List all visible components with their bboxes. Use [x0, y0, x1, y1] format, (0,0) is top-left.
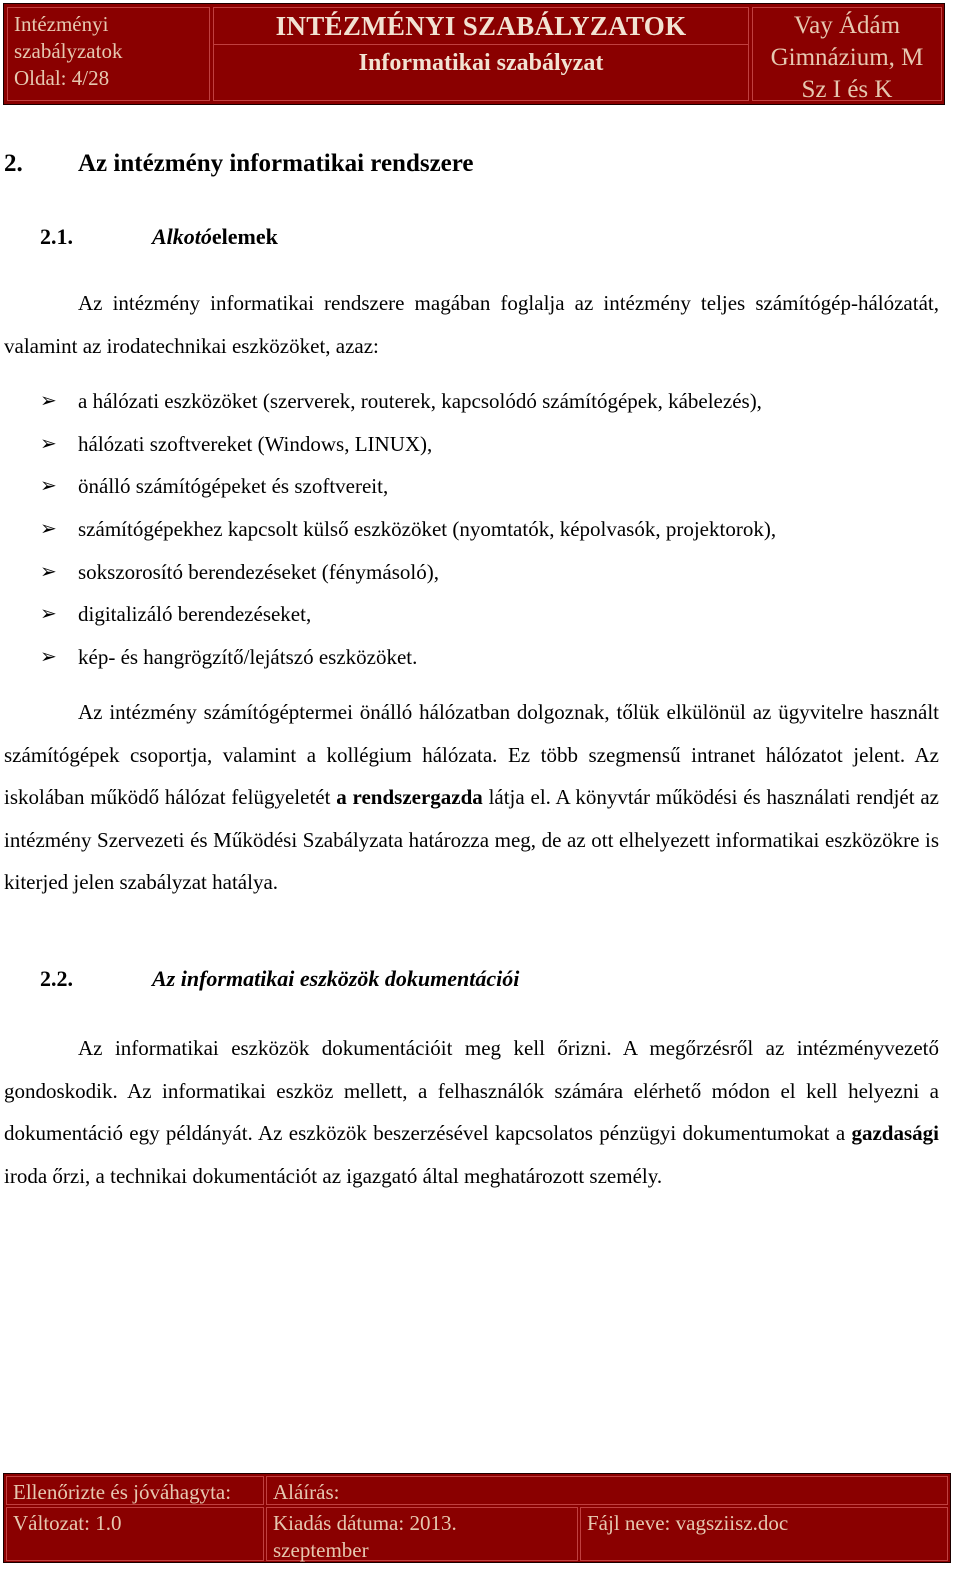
header-institution — [752, 7, 942, 101]
section-title: Az intézmény informatikai rendszere — [78, 150, 474, 177]
header-page-number: Oldal: 4/28 — [14, 66, 110, 90]
page-footer — [3, 1473, 951, 1563]
list-item: ➢ digitalizáló berendezéseket, — [4, 593, 776, 636]
arrowhead-bullet-icon: ➢ — [40, 432, 57, 455]
page-header — [3, 3, 945, 105]
header-title: INTÉZMÉNYI SZABÁLYZATOK — [214, 8, 748, 45]
header-institution-3: Sz I és K — [801, 76, 893, 103]
arrowhead-bullet-icon: ➢ — [40, 518, 57, 541]
arrowhead-bullet-icon: ➢ — [40, 560, 57, 583]
footer-filename: Fájl neve: vagsziisz.doc — [580, 1507, 948, 1561]
header-doc-type: Intézményi — [14, 12, 109, 36]
header-institution-1: Vay Ádám — [793, 12, 901, 39]
subsection-number: 2.1. — [40, 224, 73, 249]
subsection-number: 2.2. — [40, 966, 73, 991]
list-item: ➢ a hálózati eszközöket (szerverek, routerek, kapcsolódó számítógépek, kábelezés), — [4, 380, 776, 423]
subsection-heading-2-2 — [40, 966, 519, 992]
arrowhead-bullet-icon: ➢ — [40, 603, 57, 626]
header-doc-type-2: szabályzatok — [14, 39, 123, 63]
subsection-heading-2-1 — [40, 224, 278, 250]
footer-signature: Aláírás: — [266, 1476, 948, 1505]
footer-version: Változat: 1.0 — [6, 1507, 264, 1561]
list-item: ➢ hálózati szoftvereket (Windows, LINUX), — [4, 423, 776, 466]
documentation-paragraph: Az informatikai eszközök dokumentációit meg kell őrizni. A megőrzésről az intézményvezető gondoskodik. Az informatikai eszköz mellett, a felhasználók számára elérhető módon el kell helyezni a dokumentáció egy példányát. Az eszközök beszerzésével kapcsolatos pénzügyi dokumentumokat a gazdasági iroda őrzi, a technikai dokumentációt az igazgató által meghatározott személy. — [4, 1036, 939, 1188]
arrowhead-bullet-icon: ➢ — [40, 475, 57, 498]
footer-issue-date: Kiadás dátuma: 2013. szeptember — [266, 1507, 578, 1561]
header-subtitle: Informatikai szabályzat — [358, 50, 604, 76]
list-item: ➢ sokszorosító berendezéseket (fénymásoló), — [4, 551, 776, 594]
arrowhead-bullet-icon: ➢ — [40, 646, 57, 669]
footer-approved: Ellenőrizte és jóváhagyta: — [6, 1476, 264, 1505]
network-paragraph: Az intézmény számítógéptermei önálló hálózatban dolgoznak, tőlük elkülönül az ügyvitelre használt számítógépek csoportja, valamint a kollégium hálózata. Ez több szegmensű intranet hálózatot jelent. Az iskolában működő hálózat felügyeletét a rendszergazda látja el. A könyvtár működési és használati rendjét az intézmény Szervezeti és Működési Szabályzata határozza meg, de az ott elhelyezett informatikai eszközökre is kiterjed jelen szabályzat hatálya. — [4, 700, 939, 895]
list-item: ➢ számítógépekhez kapcsolt külső eszközöket (nyomtatók, képolvasók, projektorok), — [4, 508, 776, 551]
list-item: ➢ önálló számítógépeket és szoftvereit, — [4, 465, 776, 508]
list-item: ➢ kép- és hangrögzítő/lejátszó eszközöket. — [4, 636, 776, 679]
subsection-title-italic: Alkotó — [152, 224, 212, 249]
header-doc-info — [7, 7, 210, 101]
bold-admin: a rendszergazda — [336, 785, 483, 810]
arrowhead-bullet-icon: ➢ — [40, 390, 57, 412]
header-institution-2: Gimnázium, M — [770, 44, 924, 71]
component-list — [4, 380, 776, 679]
intro-paragraph: Az intézmény informatikai rendszere magában foglalja az intézmény teljes számítógép-hálózatát, valamint az irodatechnikai eszközöket, azaz: — [4, 291, 939, 358]
section-number: 2. — [4, 150, 23, 177]
header-title-block — [213, 7, 749, 101]
subsection-title: Az informatikai eszközök dokumentációi — [152, 966, 520, 991]
subsection-title-rest: elemek — [211, 224, 278, 249]
section-heading — [4, 150, 474, 178]
bold-economic: gazdasági — [851, 1121, 939, 1146]
